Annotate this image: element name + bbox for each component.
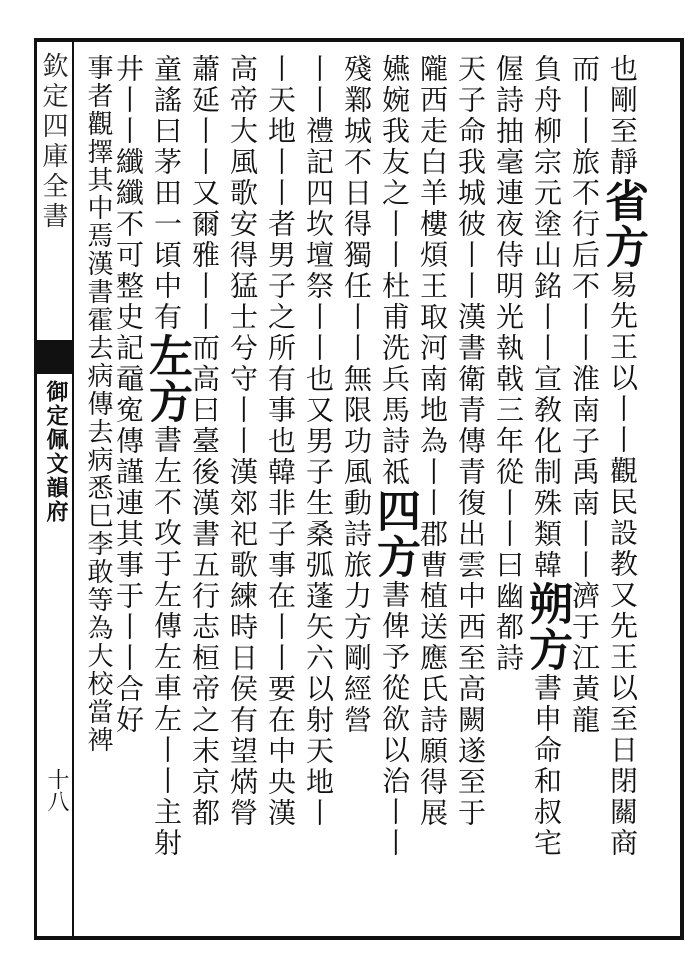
text-column-9: 丨丨禮記四坎壇祭丨丨也又男子生桑弧蓬矢六以射天地丨 [302, 54, 335, 829]
book-subtitle: 御定佩文韻府 [43, 380, 69, 524]
entry-heading: 左方 [141, 333, 192, 425]
text-column-12: 蕭延丨丨又爾雅丨丨而高曰臺後漢書五行志桓帝之末京都 [188, 54, 221, 829]
text-column-3: 負舟柳宗元塗山銘丨丨宣敎化制殊類韓朔方書申命和叔宅 [521, 54, 572, 859]
text-column-10: 丨天地丨丨者男子之所有事也韓非子事在丨丨要在中央漢 [264, 54, 297, 829]
entry-heading: 省方 [597, 178, 648, 270]
top-border [34, 38, 684, 42]
text-column-11: 高帝大風歌安得猛士兮守丨丨漢郊祀歌練時日侯有望焫膋 [226, 54, 259, 829]
text-column-5: 天子命我城彼丨丨漢書衛青傳青復出雲中西至高闕遂至于 [454, 54, 487, 829]
text-column-15: 事者觀擇其中焉漢書霍去病傳去病悉巳李敢等為大校當裨 [83, 54, 113, 754]
text-column-4: 偓詩抽毫連夜侍明光執戟三年從丨丨曰幽都詩 [492, 54, 525, 674]
bottom-border [34, 936, 684, 940]
book-title: 欽定四庫全書 [38, 52, 68, 232]
text-column-7: 嬿婉我友之丨丨杜甫洗兵馬詩祗四方書俾予從欲以治丨丨 [369, 54, 420, 859]
text-column-6: 隴西走白羊樓煩王取河南地為丨丨郡曹植送應氏詩願得展 [416, 54, 449, 829]
right-border [680, 38, 684, 940]
entry-heading: 朔方 [521, 581, 572, 673]
text-column-14: 井丨丨纖纖不可整史記黿寃傳謹連其事于丨丨合好 [112, 54, 145, 736]
text-column-8: 殘鄴城不日得獨任丨丨無限功風動詩旅力方剛經營 [340, 54, 373, 736]
text-column-13: 童謠曰茅田一頃中有左方書左不攻于左傳左車左丨丨主射 [141, 54, 192, 859]
fishtail-mark [37, 340, 72, 374]
page-number: 十八 [44, 768, 69, 812]
margin-divider [72, 38, 74, 940]
text-column-2: 而丨丨旅不行后不丨丨淮南子禹南丨丨濟于江黃龍 [568, 54, 601, 736]
entry-heading: 四方 [369, 488, 420, 580]
text-column-1: 也剛至靜省方易先王以丨丨觀民設教又先王以至日閉關商 [597, 54, 648, 859]
